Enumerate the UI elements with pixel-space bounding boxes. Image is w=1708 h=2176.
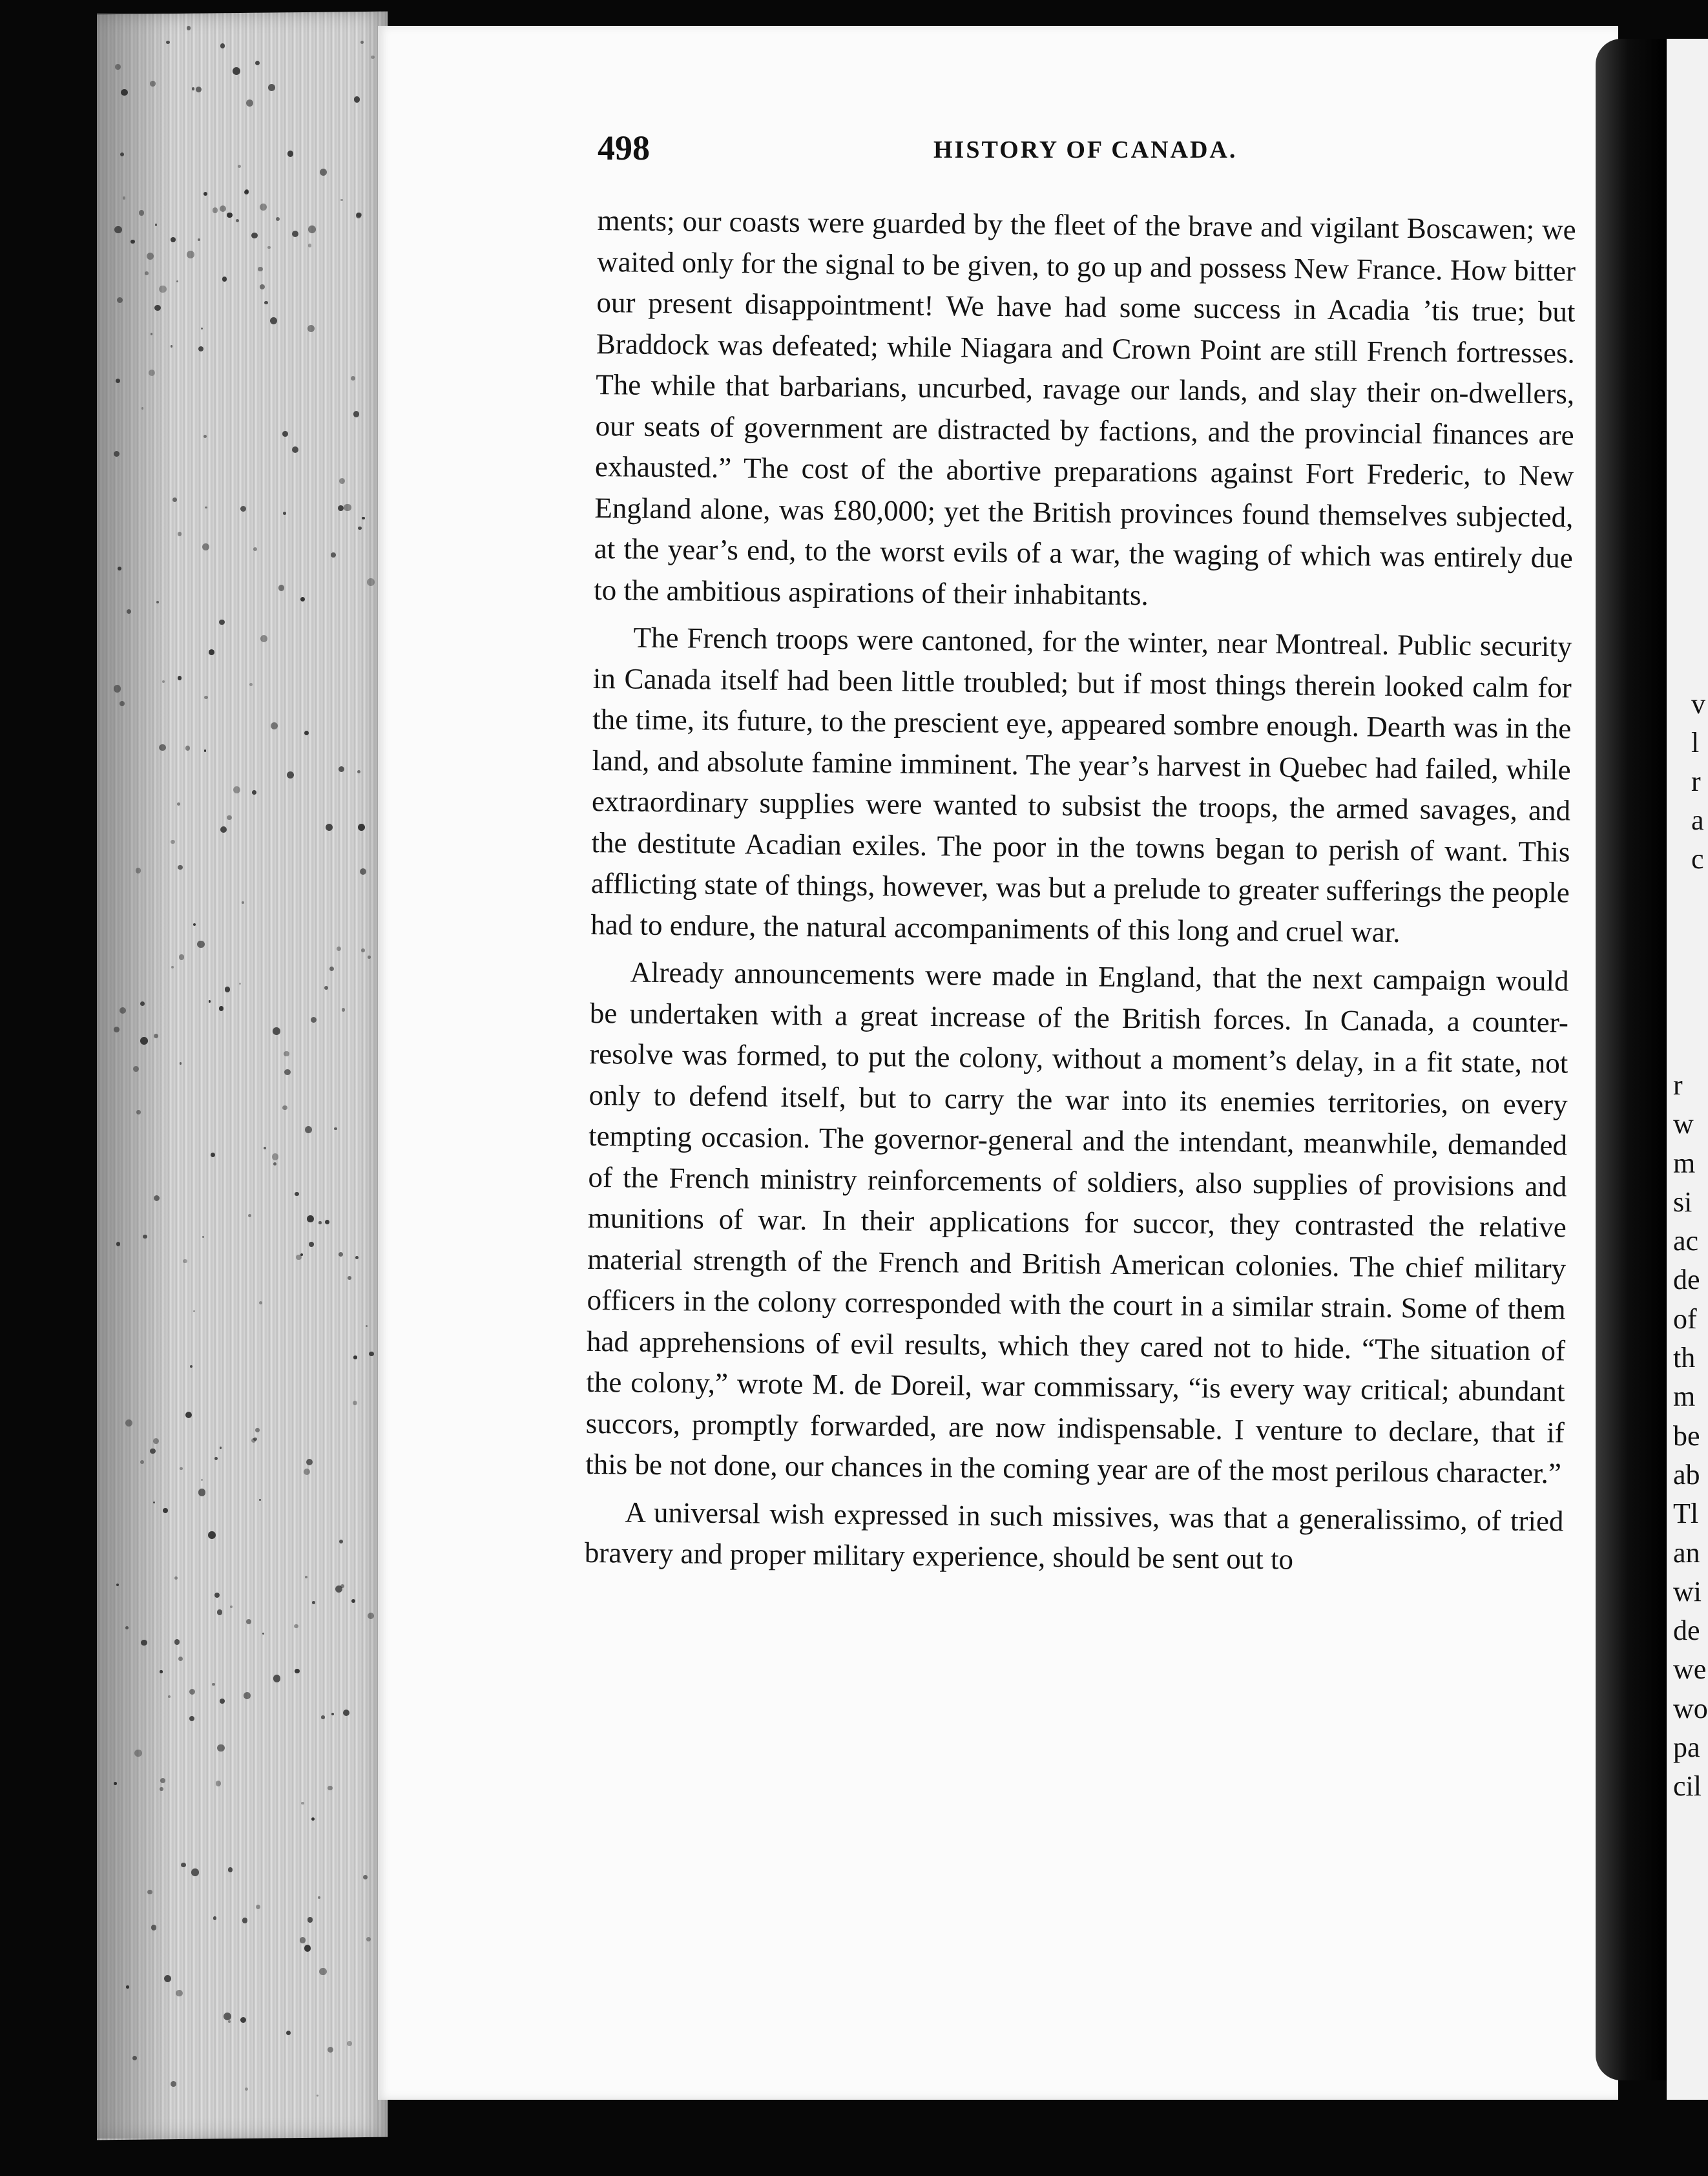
paper-speck: [268, 84, 275, 90]
paper-speck: [178, 1657, 183, 1661]
paper-speck: [353, 1355, 357, 1359]
paper-speck: [351, 376, 355, 381]
paper-speck: [178, 865, 182, 870]
paragraph: The French troops were cantoned, for the winter, near Montreal. Public security in Canada itself had been little troubled; but if most things therein looked calm for the time, its future, to the prescient eye, appeared sombre enough. Dearth was in the land, and absolute famine imminent. The year’s harvest in Quebec had failed, while extraordinary supplies were wanted to subsist the troops, the armed savages, and the destitute Acadian exiles. The poor in the towns began to perish of want. This afflicting state of things, however, was but a prelude to greater sufferings the people had to endure, the natural accompaniments of this long and cruel war.: [590, 621, 1572, 948]
paper-speck: [143, 1235, 147, 1239]
paper-speck: [133, 1066, 139, 1072]
paper-speck: [338, 1252, 343, 1257]
paper-speck: [153, 1501, 155, 1503]
paper-speck: [220, 43, 225, 48]
paper-speck: [252, 790, 256, 795]
paper-speck: [307, 1917, 313, 1922]
paper-speck: [326, 824, 333, 831]
paper-speck: [245, 2087, 248, 2091]
paper-speck: [283, 512, 286, 515]
paper-speck: [216, 1781, 222, 1786]
paper-speck: [140, 1001, 145, 1006]
paper-speck: [163, 1508, 168, 1513]
paper-speck: [211, 1153, 215, 1157]
paper-speck: [251, 233, 257, 238]
paper-speck: [125, 1419, 132, 1427]
paper-speck: [197, 941, 205, 948]
paper-speck: [155, 224, 158, 226]
facing-fragment: pa: [1673, 1731, 1700, 1764]
header-title: HISTORY OF CANADA.: [933, 136, 1238, 163]
paper-speck: [311, 1017, 317, 1023]
paper-speck: [368, 956, 371, 959]
paper-speck: [260, 635, 267, 642]
paper-speck: [151, 333, 153, 335]
paper-speck: [361, 948, 364, 952]
paragraph: Already announcements were made in England, that the next campaign would be undertaken with a great increase of the British forces. In Canada, a counter-resolve was formed, to put the colony, without a moment’s delay, in a fit state, not only to defend itself, but to carry the war into its enemies territories, on every tempting occasion. The governor-general and the intendant, meanwhile, demanded of the French ministry reinforcements of soldiers, also supplies of provisions and munitions of war. In their applications for succor, they contrasted the relative material strength of the French and British American colonies. The chief military officers in the colony corresponded with the court in a similar strain. Some of them had apprehensions of evil results, which they cared not to hide. “The situation of the colony,” wrote M. de Doreil, war commissary, “is every way critical; abundant succors, promptly forwarded, are now indispensable. I venture to declare, that if this be not done, our chances in the coming year are of the most perilous character.”: [585, 956, 1569, 1490]
paper-speck: [114, 685, 121, 693]
paper-speck: [160, 1787, 163, 1790]
facing-page-text-lower: [1673, 1066, 1708, 1806]
paper-speck: [273, 1675, 280, 1682]
paper-speck: [177, 802, 180, 806]
paper-speck: [308, 244, 311, 247]
paper-speck: [284, 1051, 289, 1056]
paper-speck: [178, 676, 182, 680]
paper-speck: [305, 1576, 307, 1578]
paper-speck: [187, 26, 191, 30]
paper-speck: [242, 901, 244, 904]
paper-speck: [239, 983, 241, 985]
paper-speck: [233, 67, 240, 75]
paper-speck: [309, 1242, 314, 1247]
page-number: 498: [598, 129, 650, 167]
facing-fragment: c: [1691, 843, 1704, 875]
facing-fragment: v: [1691, 688, 1705, 720]
paper-speck: [348, 1276, 351, 1280]
facing-fragment: th: [1673, 1342, 1696, 1374]
paper-speck: [264, 301, 267, 304]
paper-speck: [120, 701, 125, 706]
paper-speck: [187, 251, 194, 258]
paper-speck: [116, 1242, 121, 1246]
paper-speck: [219, 620, 224, 625]
paper-speck: [356, 213, 362, 218]
paper-speck: [228, 1867, 233, 1872]
paper-speck: [180, 1467, 182, 1470]
paper-speck: [311, 1817, 315, 1821]
paper-speck: [272, 1153, 278, 1160]
paper-speck: [136, 1110, 140, 1114]
paper-speck: [160, 1670, 162, 1673]
paper-speck: [253, 1438, 256, 1441]
paper-speck: [287, 771, 294, 779]
paper-speck: [338, 505, 344, 511]
facing-fragment: Tl: [1673, 1498, 1699, 1530]
paper-speck: [185, 1412, 192, 1418]
paper-speck: [120, 152, 124, 156]
paper-speck: [318, 1221, 322, 1224]
paper-speck: [224, 2013, 231, 2020]
facing-fragment: de: [1673, 1264, 1700, 1296]
paper-speck: [227, 815, 231, 820]
paper-speck: [228, 2020, 231, 2023]
facing-fragment: r: [1691, 766, 1701, 797]
paper-speck: [171, 966, 174, 968]
running-head: [598, 128, 1282, 173]
paper-speck: [213, 1916, 217, 1920]
paper-speck: [308, 225, 316, 233]
facing-page-text-upper: [1691, 685, 1708, 879]
paper-speck: [126, 1985, 129, 1989]
paper-speck: [259, 1301, 262, 1304]
paper-speck: [342, 1008, 345, 1011]
paper-speck: [150, 81, 156, 87]
paper-speck: [255, 61, 260, 65]
facing-fragment: a: [1691, 804, 1704, 836]
paper-speck: [331, 1713, 334, 1715]
facing-fragment: an: [1673, 1536, 1700, 1569]
paper-speck: [324, 986, 328, 990]
paper-speck: [267, 246, 270, 249]
paper-speck: [304, 1945, 311, 1951]
paper-speck: [331, 552, 336, 558]
paragraph: A universal wish expressed in such missives, was that a generalissimo, of tried bravery and proper military experience, should be sent out to: [584, 1496, 1564, 1576]
paper-speck: [276, 217, 280, 221]
paper-speck: [198, 346, 203, 351]
paper-speck: [366, 1937, 371, 1941]
paper-speck: [258, 267, 262, 271]
paper-speck: [287, 151, 293, 156]
paper-speck: [202, 543, 209, 550]
paper-speck: [180, 1062, 182, 1065]
paper-speck: [304, 1469, 310, 1475]
paper-speck: [212, 1683, 214, 1686]
paper-speck: [255, 1428, 260, 1432]
paper-speck: [209, 1000, 211, 1002]
paper-speck: [217, 1609, 222, 1615]
paper-speck: [136, 868, 141, 874]
paper-speck: [354, 96, 360, 103]
paper-speck: [305, 1126, 311, 1133]
paper-speck: [225, 987, 231, 992]
paper-speck: [312, 1601, 315, 1604]
paper-speck: [227, 213, 232, 218]
paper-speck: [151, 1925, 157, 1930]
paper-speck: [292, 231, 298, 237]
paper-speck: [114, 226, 122, 234]
facing-fragment: r: [1673, 1069, 1683, 1101]
paper-speck: [334, 1127, 337, 1131]
binding-gutter: [1596, 39, 1667, 2080]
facing-fragment: be: [1673, 1419, 1700, 1452]
paper-speck: [171, 237, 176, 242]
paper-speck: [260, 284, 265, 289]
paper-speck: [278, 585, 284, 591]
paper-speck: [204, 696, 207, 699]
facing-fragment: l: [1691, 727, 1700, 758]
paper-speck: [213, 207, 218, 213]
paper-speck: [154, 305, 161, 311]
paper-speck: [242, 1918, 248, 1923]
facing-fragment: m: [1673, 1147, 1696, 1179]
facing-fragment: of: [1673, 1302, 1697, 1335]
paper-speck: [140, 1460, 144, 1464]
left-page-shadow: [97, 13, 174, 2139]
paper-speck: [208, 1531, 216, 1539]
facing-fragment: ac: [1673, 1225, 1699, 1257]
paper-speck: [139, 210, 145, 216]
paper-speck: [273, 1027, 280, 1035]
paper-speck: [282, 431, 288, 437]
paper-speck: [181, 1863, 186, 1868]
paper-speck: [176, 1990, 182, 1996]
paper-speck: [321, 1715, 324, 1719]
paper-speck: [168, 1695, 171, 1698]
facing-fragment: wi: [1673, 1575, 1702, 1607]
paper-speck: [337, 947, 341, 951]
paper-speck: [282, 1105, 287, 1110]
paper-speck: [220, 1699, 225, 1704]
paper-speck: [353, 411, 359, 417]
paper-speck: [114, 451, 120, 457]
paper-speck: [357, 770, 360, 773]
facing-fragment: de: [1673, 1615, 1700, 1647]
paper-speck: [140, 1037, 148, 1045]
paper-speck: [132, 2056, 137, 2060]
paper-speck: [198, 1489, 206, 1496]
paper-speck: [204, 749, 206, 751]
paper-speck: [114, 1782, 117, 1785]
paper-speck: [191, 1868, 199, 1876]
paper-speck: [217, 1744, 224, 1752]
paper-speck: [209, 649, 214, 655]
facing-fragment: we: [1673, 1653, 1707, 1686]
facing-fragment: m: [1673, 1381, 1696, 1413]
paper-speck: [130, 240, 135, 244]
paper-speck: [149, 370, 155, 376]
paper-speck: [300, 1937, 306, 1943]
paper-speck: [292, 446, 298, 453]
paper-speck: [296, 1255, 301, 1260]
facing-fragment: cil: [1673, 1770, 1702, 1803]
facing-fragment: ab: [1673, 1458, 1700, 1491]
paper-speck: [147, 253, 154, 260]
paper-speck: [363, 1875, 368, 1879]
paper-speck: [244, 1692, 251, 1699]
paper-speck: [358, 824, 365, 831]
paper-speck: [153, 1438, 159, 1444]
paper-speck: [120, 1007, 126, 1014]
paper-speck: [347, 2041, 352, 2046]
facing-fragment: si: [1673, 1186, 1692, 1218]
paragraph-continued: ments; our coasts were guarded by the fleet of the brave and vigilant Boscawen; we waited only for the signal to be given, to go up and possess New France. How bitter our present disappointment! We have had some success in Acadia ’tis true; but Braddock was defeated; while Niagara and Crown Point are still French fortresses. The while that barbarians, uncurbed, ravage our lands, and slay their on-dwellers, our seats of government are distracted by factions, and the provincial finances are exhausted.” The cost of the abortive preparations against Fort Frederic, to New England alone, was £80,000; yet the British provinces found themselves subjected, at the year’s end, to the worst evils of a war, the waging of which was entirely due to the ambitious aspirations of their inhabitants.: [593, 204, 1576, 611]
paper-speck: [295, 1669, 299, 1673]
paper-speck: [150, 1449, 155, 1454]
paper-speck: [202, 1236, 204, 1238]
paper-speck: [249, 683, 253, 686]
paper-speck: [355, 1256, 359, 1259]
paper-speck: [295, 1192, 298, 1196]
paper-speck: [360, 41, 364, 44]
body-text: [585, 200, 1576, 1583]
facing-fragment: wo: [1673, 1692, 1708, 1724]
paper-speck: [304, 731, 309, 735]
paper-speck: [154, 1034, 158, 1038]
paper-speck: [339, 478, 345, 484]
facing-fragment: w: [1673, 1108, 1694, 1140]
paper-speck: [367, 578, 375, 586]
paper-speck: [159, 744, 165, 751]
paper-speck: [115, 64, 121, 70]
paper-speck: [114, 1027, 120, 1032]
paper-speck: [328, 2047, 333, 2053]
paper-speck: [301, 1802, 304, 1805]
paper-speck: [145, 271, 149, 275]
paper-speck: [259, 1499, 261, 1501]
